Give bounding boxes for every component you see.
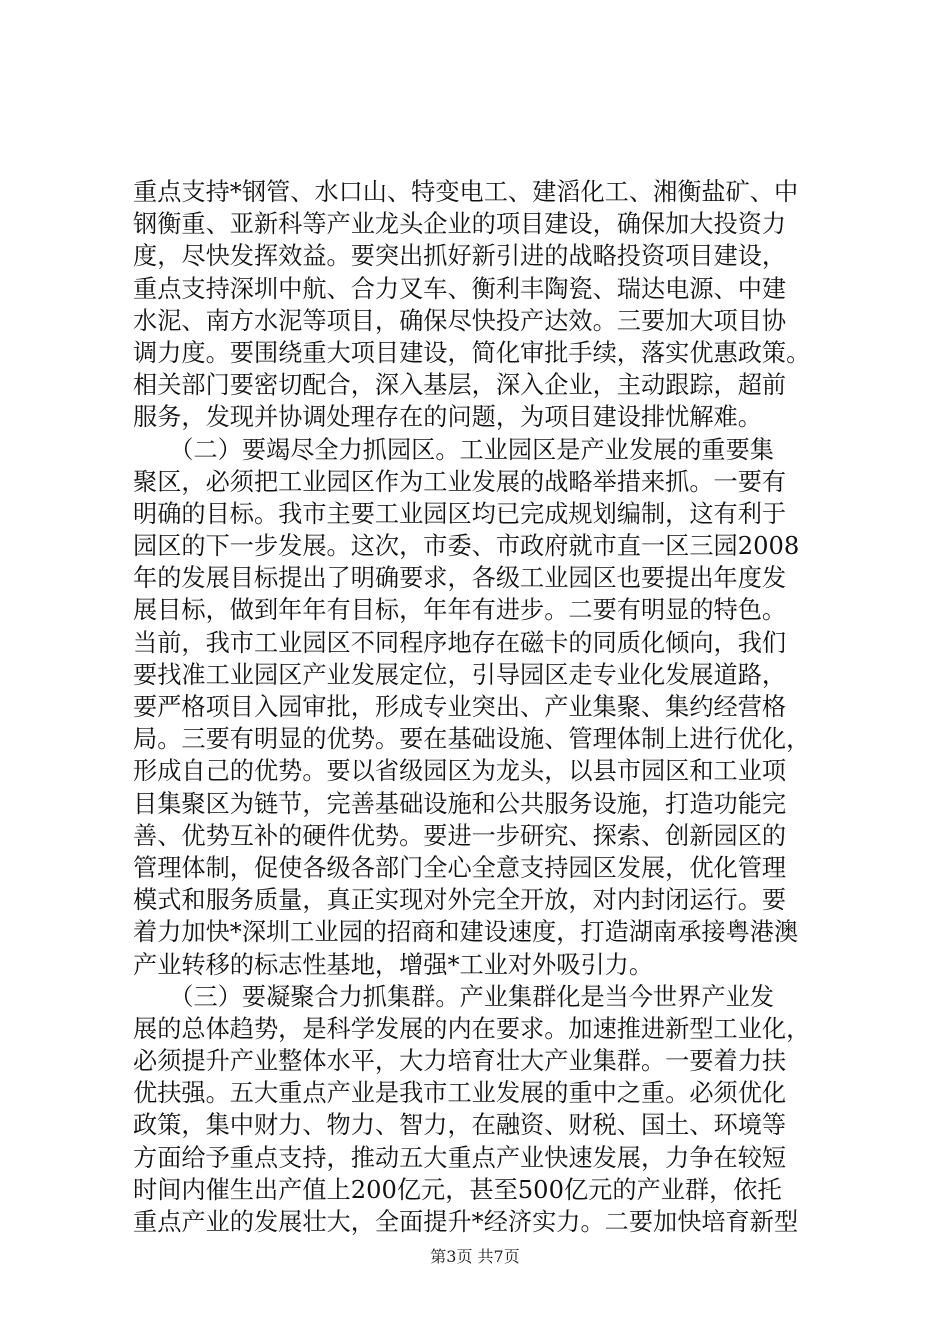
text-line: 局。三要有明显的优势。要在基础设施、管理体制上进行优化，	[133, 725, 811, 754]
text-line: 服务，发现并协调处理存在的问题，为项目建设排忧解难。	[133, 403, 762, 432]
text-line: 着力加快*深圳工业园的招商和建设速度，打造湖南承接粤港澳	[133, 918, 799, 947]
document-body	[133, 176, 853, 1238]
text-line: 调力度。要围绕重大项目建设，简化审批手续，落实优惠政策。	[133, 338, 811, 367]
text-line: （三）要凝聚合力抓集群。产业集群化是当今世界产业发	[133, 982, 774, 1011]
text-line: 重点支持深圳中航、合力叉车、衡利丰陶瓷、瑞达电源、中建	[133, 274, 787, 303]
text-line: 聚区，必须把工业园区作为工业发展的战略举措来抓。一要有	[133, 467, 787, 496]
text-line: 善、优势互补的硬件优势。要进一步研究、探索、创新园区的	[133, 821, 787, 850]
text-line: 当前，我市工业园区不同程序地存在磁卡的同质化倾向，我们	[133, 628, 787, 657]
page-footer	[0, 1244, 950, 1267]
text-line: 钢衡重、亚新科等产业龙头企业的项目建设，确保加大投资力	[133, 210, 787, 239]
text-line: 明确的目标。我市主要工业园区均已完成规划编制，这有利于	[133, 499, 787, 528]
text-line: 要找准工业园区产业发展定位，引导园区走专业化发展道路，	[133, 660, 787, 689]
text-line: 政策，集中财力、物力、智力，在融资、财税、国土、环境等	[133, 1111, 787, 1140]
text-line: 园区的下一步发展。这次，市委、市政府就市直一区三园2008	[133, 532, 800, 561]
text-line: 展的总体趋势，是科学发展的内在要求。加速推进新型工业化，	[133, 1014, 811, 1043]
text-line: 形成自己的优势。要以省级园区为龙头，以县市园区和工业项	[133, 757, 787, 786]
text-line: 要严格项目入园审批，形成专业突出、产业集聚、集约经营格	[133, 693, 787, 721]
text-line: 必须提升产业整体水平，大力培育壮大产业集群。一要着力扶	[133, 1047, 787, 1076]
text-line: 目集聚区为链节，完善基础设施和公共服务设施，打造功能完	[133, 789, 787, 818]
text-line: 产业转移的标志性基地，增强*工业对外吸引力。	[133, 950, 654, 979]
text-line: 方面给予重点支持，推动五大重点产业快速发展，力争在较短	[133, 1143, 787, 1172]
text-line: 重点支持*钢管、水口山、特变电工、建滔化工、湘衡盐矿、中	[133, 178, 799, 206]
text-line: 重点产业的发展壮大，全面提升*经济实力。二要加快培育新型	[133, 1208, 799, 1236]
text-line: 相关部门要密切配合，深入基层，深入企业，主动跟踪，超前	[133, 371, 787, 400]
text-line: 年的发展目标提出了明确要求，各级工业园区也要提出年度发	[133, 564, 787, 593]
text-line: 管理体制，促使各级各部门全心全意支持园区发展，优化管理	[133, 853, 787, 882]
text-line: 展目标，做到年年有目标，年年有进步。二要有明显的特色。	[133, 596, 787, 625]
text-line: 模式和服务质量，真正实现对外完全开放，对内封闭运行。要	[133, 886, 787, 915]
text-line: 优扶强。五大重点产业是我市工业发展的重中之重。必须优化	[133, 1079, 787, 1108]
page-number: 第3页 共7页	[430, 1247, 520, 1266]
text-line: 时间内催生出产值上200亿元，甚至500亿元的产业群，依托	[133, 1175, 782, 1204]
text-line: 水泥、南方水泥等项目，确保尽快投产达效。三要加大项目协	[133, 306, 787, 335]
text-line: 度，尽快发挥效益。要突出抓好新引进的战略投资项目建设，	[133, 242, 787, 271]
text-line: （二）要竭尽全力抓园区。工业园区是产业发展的重要集	[133, 435, 774, 464]
